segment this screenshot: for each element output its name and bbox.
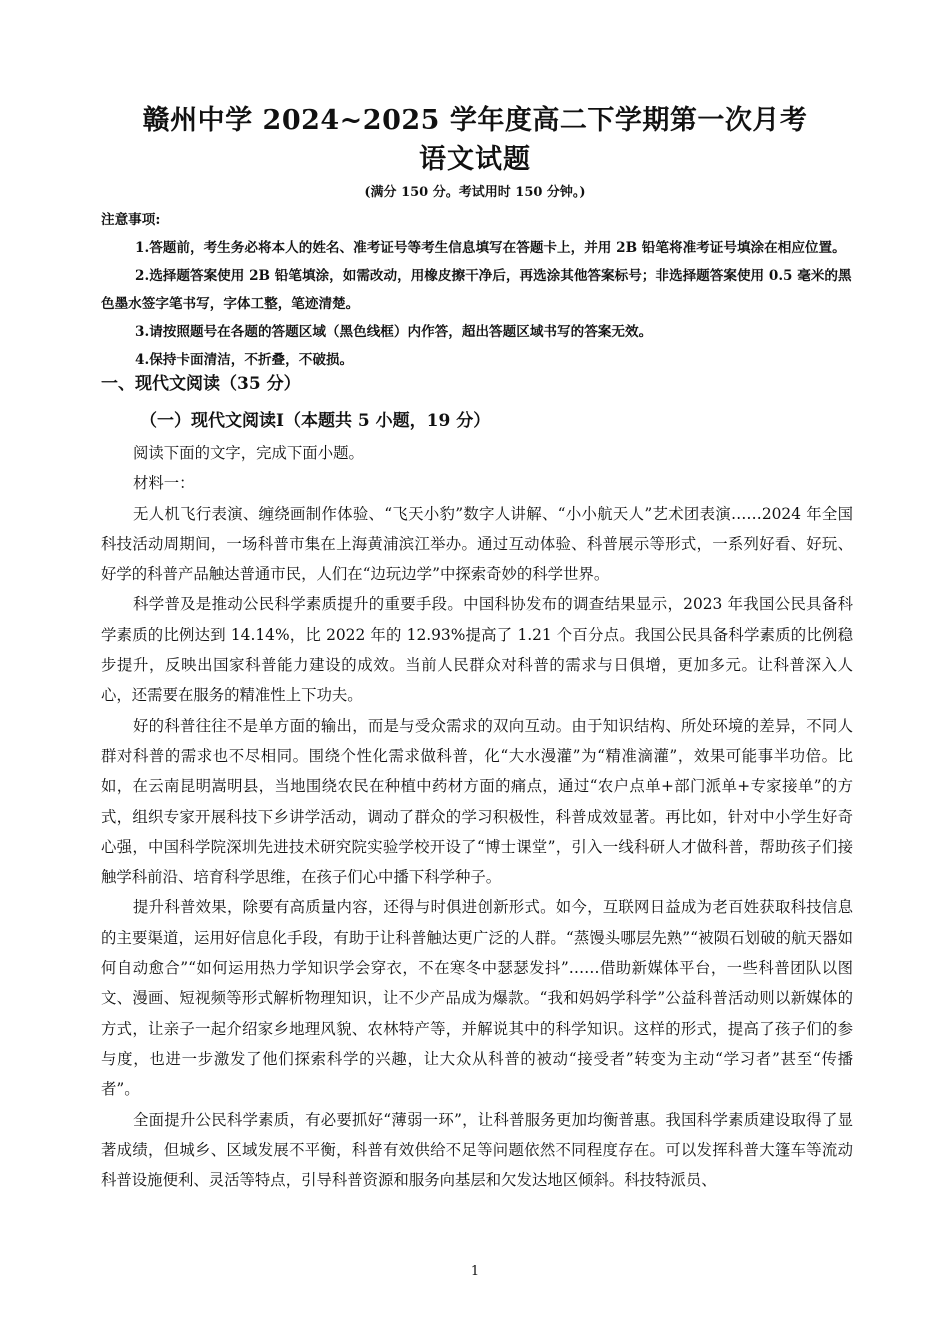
material-label: 材料一： [133,474,195,493]
passage-paragraph: 全面提升公民科学素质，有必要抓好“薄弱一环”，让科普服务更加均衡普惠。我国科学素质建设取得了显著成绩，但城乡、区域发展不平衡，科普有效供给不足等问题依然不同程度存在。可以发挥科普大篷车等流动科普设施便利、灵活等特点，引导科普资源和服务向基层和欠发达地区倾斜。科技特派员、 [101,1110,853,1190]
passage-paragraph: 无人机飞行表演、缠绕画制作体验、“飞天小豹”数字人讲解、“小小航天人”艺术团表演……2024 年全国科技活动周期间，一场科普市集在上海黄浦滨江举办。通过互动体验、科普展示等形式，一系列好看、好玩、好学的科普产品触达普通市民，人们在“边玩边学”中探索奇妙的科学世界。 [101,504,853,584]
section-heading: 一、现代文阅读（35 分） [101,374,301,394]
instruction-item: 2.选择题答案使用 2B 铅笔填涂，如需改动，用橡皮擦干净后，再选涂其他答案标号；非选择题答案使用 0.5 毫米的黑色墨水签字笔书写，字体工整，笔迹清楚。 [101,268,852,312]
passage-paragraph: 提升科普效果，除要有高质量内容，还得与时俱进创新形式。如今，互联网日益成为老百姓获取科技信息的主要渠道，运用好信息化手段，有助于让科普触达更广泛的人群。“蒸馒头哪层先熟”“被陨石划破的航天器如何自动愈合”“如何运用热力学知识学会穿衣，不在寒冬中瑟瑟发抖”……借助新媒体平台，一些科普团队以图文、漫画、短视频等形式解析物理知识，让不少产品成为爆款。“我和妈妈学科学”公益科普活动则以新媒体的方式，让亲子一起介绍家乡地理风貌、农林特产等，并解说其中的科学知识。这样的形式，提高了孩子们的参与度，也进一步激发了他们探索科学的兴趣，让大众从科普的被动“接受者”转变为主动“学习者”甚至“传播者”。 [101,898,853,1099]
instruction-item: 1.答题前，考生务必将本人的姓名、准考证号等考生信息填写在答题卡上，并用 2B 铅笔将准考证号填涂在相应位置。 [135,240,846,256]
passage-paragraph: 科学普及是推动公民科学素质提升的重要手段。中国科协发布的调查结果显示，2023 年我国公民具备科学素质的比例达到 14.14%，比 2022 年的 12.93%提高了 1.21 个百分点。我国公民具备科学素质的比例稳步提升，反映出国家科普能力建设的成效。当前人民群众对科普的需求与日俱增，更加多元。让科普深入人心，还需要在服务的精准性上下功夫。 [101,595,853,705]
instruction-item: 3.请按照题号在各题的答题区域（黑色线框）内作答，超出答题区域书写的答案无效。 [135,324,653,340]
reading-instruction: 阅读下面的文字，完成下面小题。 [133,444,364,462]
subject-title: 语文试题 [419,144,531,175]
reading-passage [101,438,853,1195]
subsection-heading: （一）现代文阅读I（本题共 5 小题，19 分） [140,411,491,431]
exam-title: 赣州中学 2024~2025 学年度高二下学期第一次月考 [142,105,808,136]
exam-duration-note: (满分 150 分。考试用时 150 分钟。) [364,185,586,200]
passage-paragraph: 好的科普往往不是单方面的输出，而是与受众需求的双向互动。由于知识结构、所处环境的差异，不同人群对科普的需求也不尽相同。围绕个性化需求做科普，化“大水漫灌”为“精准滴灌”，效果可能事半功倍。比如，在云南昆明嵩明县，当地围绕农民在种植中药材方面的痛点，通过“农户点单+部门派单+专家接单”的方式，组织专家开展科技下乡讲学活动，调动了群众的学习积极性，科普成效显著。再比如，针对中小学生好奇心强，中国科学院深圳先进技术研究院实验学校开设了“博士课堂”，引入一线科研人才做科普，帮助孩子们接触学科前沿、培育科学思维，在孩子们心中播下科学种子。 [101,716,853,887]
instructions-block [101,206,853,374]
instructions-heading: 注意事项: [101,212,161,228]
instruction-item: 4.保持卡面清洁，不折叠，不破损。 [135,352,354,368]
page-number: 1 [470,1264,480,1279]
